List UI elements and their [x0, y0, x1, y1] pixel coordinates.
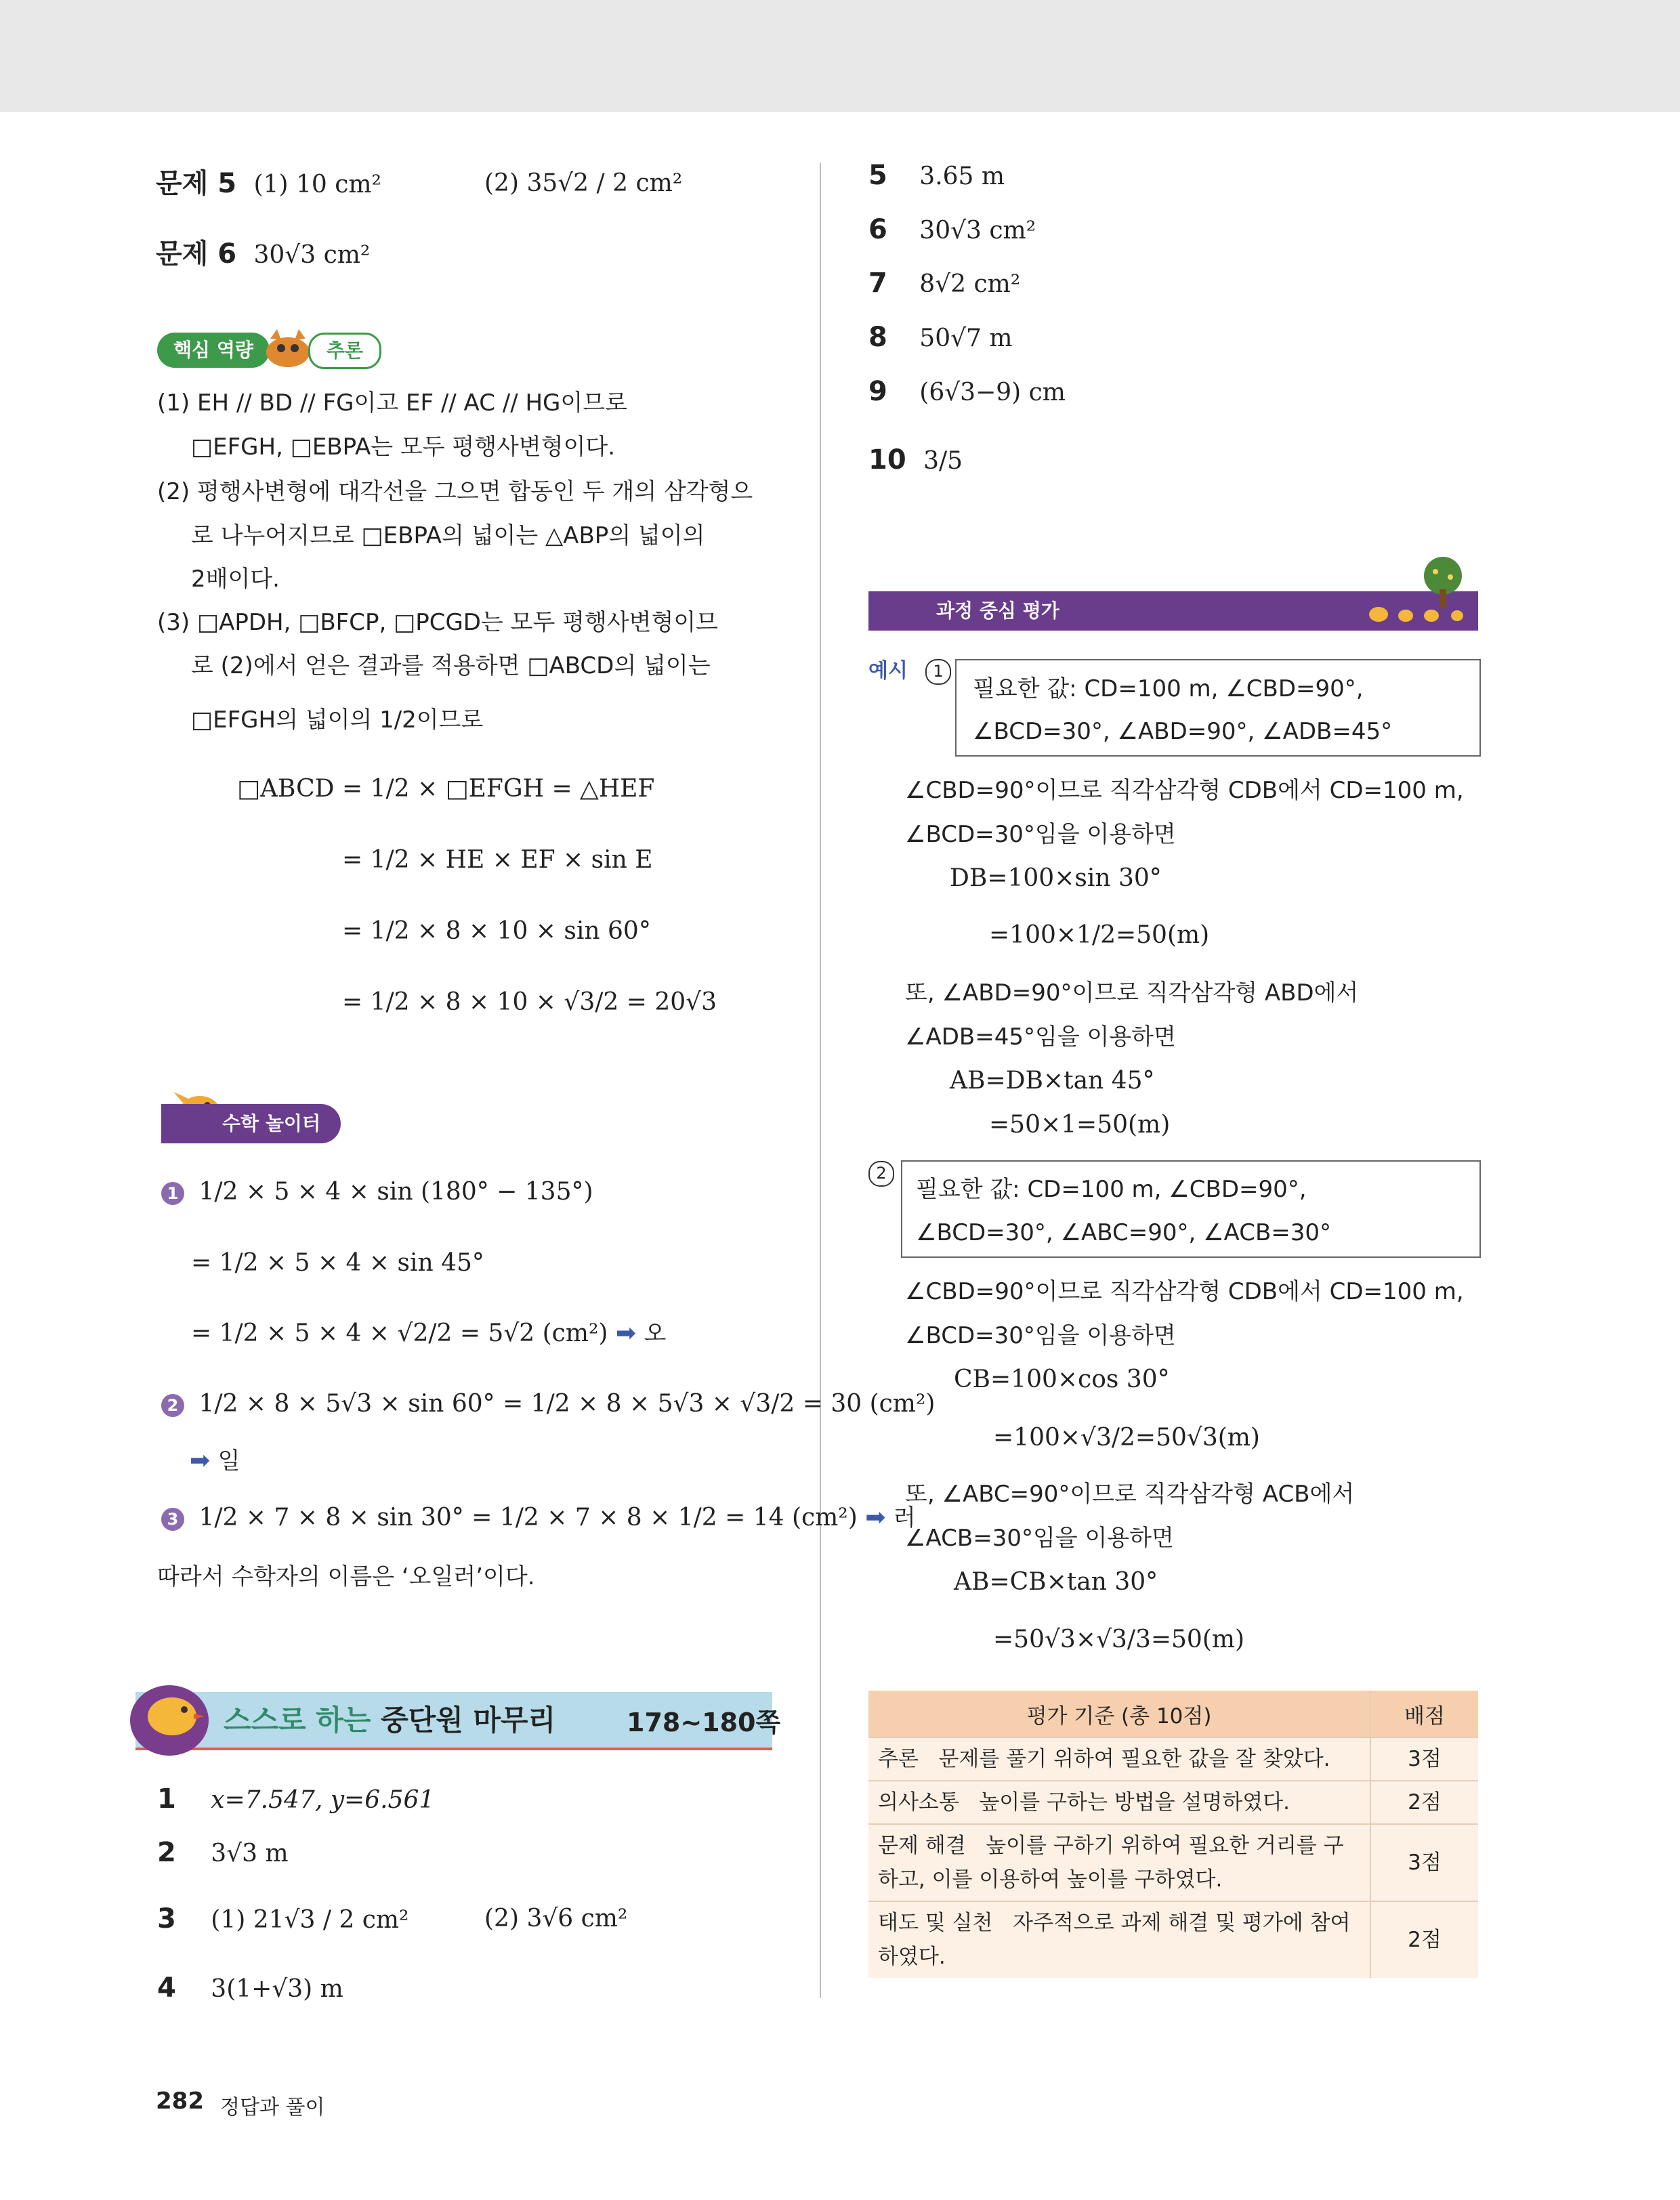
answer-9-value: (6√3−9) cm — [919, 379, 1066, 406]
solution-1-line-5: 또, ∠ABD=90°이므로 직각삼각형 ABD에서 — [905, 979, 1359, 1007]
answer-3-row — [157, 1903, 408, 1936]
chapter-review-pages: 178~180쪽 — [627, 1708, 781, 1737]
answer-1-value: x=7.547, y=6.561 — [211, 1786, 435, 1814]
answer-9-number: 9 — [868, 376, 887, 407]
example-label: 예시 — [868, 659, 908, 683]
reasoning-line-4: 로 나누어지므로 □EBPA의 넓이는 △ABP의 넓이의 — [191, 522, 705, 549]
problem-5-answer-2: (2) 35√2 / 2 cm² — [484, 169, 683, 197]
problem-6-row — [156, 238, 370, 271]
answer-4-number: 4 — [157, 1972, 176, 2004]
answer-10-row — [868, 444, 963, 477]
playground-conclusion: 따라서 수학자의 이름은 ‘오일러’이다. — [157, 1563, 535, 1590]
reasoning-tag: 추론 — [308, 333, 381, 369]
solution-1-line-4: =100×1/2=50(m) — [989, 921, 1210, 949]
arrow-right-icon: ➡ — [865, 1504, 886, 1531]
reasoning-line-5: 2배이다. — [191, 566, 280, 593]
playground-q2-expr: 1/2 × 8 × 5√3 × sin 60° = 1/2 × 8 × 5√3 × √3/2 = 30 (cm²) — [198, 1390, 936, 1418]
solution-2-line-1: ∠CBD=90°이므로 직각삼각형 CDB에서 CD=100 m, — [905, 1278, 1464, 1305]
playground-q1 — [161, 1177, 593, 1208]
reasoning-line-3: (2) 평행사변형에 대각선을 그으면 합동인 두 개의 삼각형으 — [157, 478, 753, 505]
core-competency-badge: 핵심 역량 — [157, 333, 270, 368]
criteria-category: 태도 및 실천 — [878, 1911, 993, 1935]
solution-1-line-6: ∠ADB=45°임을 이용하면 — [905, 1023, 1176, 1051]
chapter-review-title-b: 중단원 마무리 — [381, 1704, 556, 1737]
playground-q1-step-3 — [191, 1318, 666, 1349]
criteria-cell — [868, 1781, 1370, 1824]
dove-icon — [122, 1668, 224, 1762]
answer-4-row — [157, 1972, 343, 2005]
table-row — [868, 1824, 1478, 1901]
answer-7-row — [868, 268, 1020, 300]
chapter-review-title-a: 스스로 하는 — [224, 1704, 371, 1737]
criteria-category: 문제 해결 — [878, 1834, 966, 1858]
points-cell: 3점 — [1370, 1737, 1478, 1781]
answer-6-row — [868, 214, 1036, 247]
solution-1-line-2: ∠BCD=30°임을 이용하면 — [905, 821, 1176, 848]
process-evaluation-title: 과정 중심 평가 — [936, 599, 1059, 622]
math-playground-badge: 수학 놀이터 — [161, 1104, 341, 1143]
needed-values-2-line-2: ∠BCD=30°, ∠ABC=90°, ∠ACB=30° — [916, 1219, 1332, 1246]
answer-3-number: 3 — [157, 1903, 176, 1934]
column-divider — [820, 163, 821, 1998]
equation-line-2: = 1/2 × HE × EF × sin E — [342, 846, 653, 874]
evaluation-table — [868, 1691, 1478, 1978]
answer-8-value: 50√7 m — [919, 324, 1013, 352]
criteria-category: 추론 — [878, 1747, 919, 1771]
answer-8-row — [868, 322, 1013, 354]
criteria-cell — [868, 1824, 1370, 1901]
playground-q3-answer: 러 — [893, 1504, 916, 1531]
reasoning-line-8: □EFGH의 넓이의 1/2이므로 — [191, 706, 484, 734]
answer-6-number: 6 — [868, 214, 887, 245]
page-number: 282 — [156, 2088, 204, 2115]
points-header: 배점 — [1370, 1691, 1478, 1737]
points-cell: 2점 — [1370, 1781, 1478, 1824]
answer-2-row — [157, 1837, 289, 1869]
criteria-cell — [868, 1901, 1370, 1978]
playground-q1-step-2: = 1/2 × 5 × 4 × sin 45° — [191, 1249, 484, 1277]
answer-6-value: 30√3 cm² — [919, 217, 1036, 245]
reasoning-line-7: 로 (2)에서 얻은 결과를 적용하면 □ABCD의 넓이는 — [191, 652, 711, 679]
answer-3-value-1: (1) 21√3 / 2 cm² — [211, 1906, 409, 1934]
solution-1-line-3: DB=100×sin 30° — [950, 864, 1162, 892]
answer-10-number: 10 — [868, 444, 906, 475]
answer-2-number: 2 — [157, 1837, 176, 1868]
solution-1-line-1: ∠CBD=90°이므로 직각삼각형 CDB에서 CD=100 m, — [905, 777, 1464, 804]
playground-q1-step-3-expr: = 1/2 × 5 × 4 × √2/2 = 5√2 (cm²) — [191, 1319, 608, 1347]
number-2-marker: 2 — [161, 1394, 184, 1417]
circle-2-marker: 2 — [868, 1157, 894, 1188]
criteria-text: 높이를 구하는 방법을 설명하였다. — [979, 1790, 1290, 1815]
answer-7-number: 7 — [868, 268, 887, 299]
needed-values-1-line-2: ∠BCD=30°, ∠ABD=90°, ∠ADB=45° — [973, 718, 1393, 745]
circle-1-marker: 1 — [925, 655, 951, 686]
problem-5-label: 문제 5 — [156, 168, 237, 199]
criteria-text: 자주적으로 과제 해결 및 평가에 참여하였다. — [878, 1911, 1351, 1969]
answer-1-row — [157, 1783, 434, 1816]
solution-2-line-3: CB=100×cos 30° — [954, 1366, 1170, 1393]
solution-2-line-4: =100×√3/2=50√3(m) — [993, 1424, 1260, 1452]
points-cell: 3점 — [1370, 1824, 1478, 1901]
playground-q2 — [161, 1389, 935, 1420]
arrow-right-icon: ➡ — [190, 1447, 211, 1475]
answer-5-number: 5 — [868, 160, 887, 191]
playground-q1-answer: 오 — [644, 1320, 667, 1347]
criteria-cell — [868, 1737, 1370, 1781]
solution-2-line-2: ∠BCD=30°임을 이용하면 — [905, 1322, 1176, 1349]
reasoning-line-2: □EFGH, □EBPA는 모두 평행사변형이다. — [191, 433, 616, 461]
needed-values-2-line-1: 필요한 값: CD=100 m, ∠CBD=90°, — [916, 1176, 1307, 1203]
reasoning-line-1: (1) EH // BD // FG이고 EF // AC // HG이므로 — [157, 389, 627, 417]
criteria-text: 문제를 풀기 위하여 필요한 값을 잘 찾았다. — [938, 1747, 1330, 1771]
table-row — [868, 1901, 1478, 1978]
solution-2-line-7: AB=CB×tan 30° — [954, 1568, 1158, 1596]
problem-6-answer: 30√3 cm² — [253, 241, 371, 269]
playground-q3 — [161, 1502, 916, 1533]
problem-6-label: 문제 6 — [156, 238, 237, 270]
reasoning-line-6: (3) □APDH, □BFCP, □PCGD는 모두 평행사변형이므 — [157, 609, 719, 636]
answer-5-row — [868, 160, 1005, 192]
solution-2-line-6: ∠ACB=30°임을 이용하면 — [905, 1525, 1174, 1552]
evaluation-table-header — [868, 1691, 1478, 1737]
table-row — [868, 1737, 1478, 1781]
number-3-marker: 3 — [161, 1508, 184, 1531]
solution-1-line-7: AB=DB×tan 45° — [950, 1067, 1155, 1095]
problem-5-answer-1: (1) 10 cm² — [253, 171, 381, 198]
criteria-category: 의사소통 — [878, 1790, 959, 1815]
answer-9-row — [868, 376, 1066, 408]
answer-1-number: 1 — [157, 1783, 176, 1815]
playground-q1-expr: 1/2 × 5 × 4 × sin (180° − 135°) — [198, 1178, 593, 1206]
solution-2-line-8: =50√3×√3/3=50(m) — [993, 1626, 1245, 1653]
footer-section: 정답과 풀이 — [220, 2096, 325, 2119]
answer-2-value: 3√3 m — [211, 1840, 289, 1867]
table-row — [868, 1781, 1478, 1824]
criteria-text: 높이를 구하기 위하여 필요한 거리를 구하고, 이를 이용하여 높이를 구하였다. — [878, 1834, 1344, 1892]
answer-3-value-2: (2) 3√6 cm² — [484, 1905, 628, 1932]
answer-4-value: 3(1+√3) m — [211, 1975, 343, 2003]
equation-line-3: = 1/2 × 8 × 10 × sin 60° — [342, 917, 651, 945]
answer-10-value: 3/5 — [923, 447, 963, 475]
problem-5-row — [156, 168, 381, 200]
playground-q3-expr: 1/2 × 7 × 8 × sin 30° = 1/2 × 7 × 8 × 1/2 = 14 (cm²) — [198, 1504, 858, 1531]
top-margin-bar — [0, 0, 1680, 112]
solution-1-line-8: =50×1=50(m) — [989, 1111, 1171, 1139]
raccoon-icon — [261, 325, 315, 370]
number-1-marker: 1 — [161, 1182, 184, 1205]
solution-2-line-5: 또, ∠ABC=90°이므로 직각삼각형 ACB에서 — [905, 1481, 1355, 1508]
needed-values-1-line-1: 필요한 값: CD=100 m, ∠CBD=90°, — [973, 675, 1364, 702]
chapter-review-title — [224, 1704, 555, 1737]
answer-8-number: 8 — [868, 322, 887, 353]
arrow-right-icon: ➡ — [615, 1319, 637, 1347]
birds-icon — [1365, 598, 1467, 627]
points-cell: 2점 — [1370, 1901, 1478, 1978]
answer-5-value: 3.65 m — [919, 163, 1005, 190]
equation-line-4: = 1/2 × 8 × 10 × √3/2 = 20√3 — [342, 988, 717, 1016]
playground-q2-answer-row — [190, 1445, 240, 1477]
answer-7-value: 8√2 cm² — [919, 270, 1021, 298]
criteria-header: 평가 기준 (총 10점) — [868, 1691, 1370, 1737]
playground-q2-answer: 일 — [217, 1447, 240, 1475]
equation-line-1: □ABCD = 1/2 × □EFGH = △HEF — [237, 775, 655, 803]
